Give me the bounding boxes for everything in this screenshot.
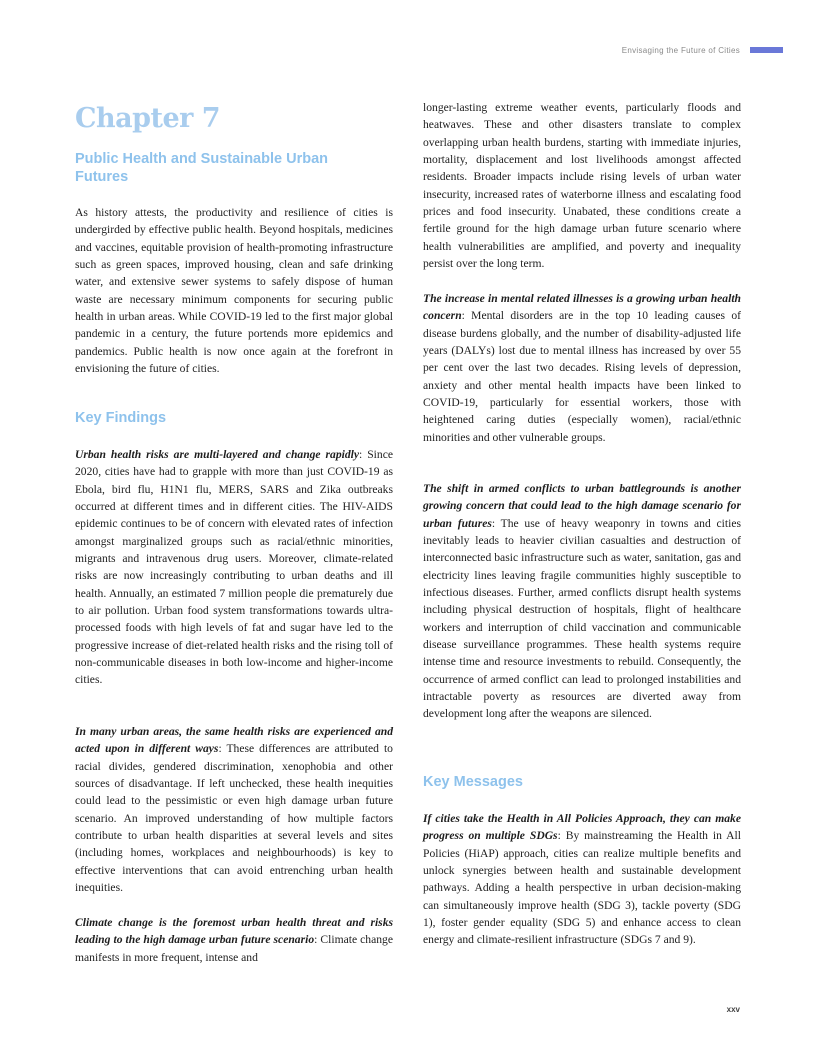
finding-paragraph-3-continued: longer-lasting extreme weather events, particularly floods and heatwaves. These and other disasters translate to complex overlapping urban health burdens, starting with immediate injuries, mortality, displacement and lost livelihoods amongst affected residents. Broader impacts include rising levels of urban water insecurity, increased rates of waterborne illness and escalating food prices and food insecurity. Unabated, these conditions create a fertile ground for the high damage urban future scenario where health vulnerabilities are amplified, and poverty and inequality persist over the long term. bbox=[423, 101, 741, 271]
finding-paragraph-3 bbox=[75, 914, 393, 966]
key-findings-heading: Key Findings bbox=[75, 410, 167, 426]
finding-paragraph-2 bbox=[75, 723, 393, 896]
finding-lead-3: Climate change is the foremost urban health threat and risks leading to the high damage urban future scenario bbox=[75, 916, 393, 947]
finding-lead-1: Urban health risks are multi-layered and change rapidly bbox=[75, 448, 360, 461]
finding-paragraph-4 bbox=[423, 290, 741, 446]
finding-text-2: : These differences are attributed to racial divides, gendered discrimination, xenophobia and other sources of disadvantage. If left unchecked, these health inequities could lead to the pessimistic or even high damage urban future scenario. An improved understanding of how multiple factors contribute to urban health disparities at several levels and sites (including homes, workplaces and neighbourhoods) is key to effective interventions that can avoid entrenching urban health inequities. bbox=[75, 742, 393, 895]
finding-text-4: : Mental disorders are in the top 10 leading causes of disease burdens globally, and the number of disability-adjusted life years (DALYs) lost due to mental illness has increased by over 55 per cent over the last two decades. Rising levels of depression, anxiety and other mental health impacts have been linked to COVID-19, particularly for essential workers, those with heightened caring duties (especially women), racial/ethnic minorities and other vulnerable groups. bbox=[423, 309, 741, 444]
header-accent-bar bbox=[750, 47, 783, 53]
finding-text-3: : Climate change manifests in more frequent, intense and bbox=[75, 933, 393, 964]
message-lead-1: If cities take the Health in All Policies Approach, they can make progress on multiple SDGs bbox=[423, 812, 741, 843]
finding-text-5: : The use of heavy weaponry in towns and cities inevitably leads to heavier civilian casualties and destruction of interconnected basic infrastructure such as water, sanitation, gas and electricity lines leaving fragile communities highly susceptible to infectious diseases. Further, armed conflicts disrupt health systems including physical destruction of hospitals, flight of healthcare workers and interruption of child vaccination and communicable disease surveillance programmes. These health systems require intense time and resource investments to rebuild. Consequently, the occurrence of armed conflict can lead to prolonged instabilities and intractable poverty as resources are diverted away from development long after the weapons are silenced. bbox=[423, 516, 741, 721]
message-paragraph-1 bbox=[423, 810, 741, 949]
chapter-title: Chapter 7 bbox=[75, 103, 221, 134]
page-number: xxv bbox=[726, 1005, 740, 1014]
key-messages-heading: Key Messages bbox=[423, 774, 523, 790]
intro-paragraph: As history attests, the productivity and resilience of cities is undergirded by effective public health. Beyond hospitals, medicines and vaccines, equitable provision of health-promoting infrastructure such as green spaces, improved housing, clean and safe drinking water, and extensive sewer systems to safely dispose of human waste are necessary minimum components for securing public health in urban areas. While COVID-19 led to the first major global pandemic in a century, the future portends more epidemics and pandemics. Public health is now once again at the forefront in envisioning the future of cities. bbox=[75, 206, 393, 376]
finding-lead-5: The shift in armed conflicts to urban battlegrounds is another growing concern that could lead to the high damage scenario for urban futures bbox=[423, 482, 741, 530]
finding-lead-2: In many urban areas, the same health risks are experienced and acted upon in different ways bbox=[75, 725, 393, 756]
finding-lead-4: The increase in mental related illnesses is a growing urban health concern bbox=[423, 292, 741, 323]
running-header: Envisaging the Future of Cities bbox=[621, 46, 740, 55]
chapter-subtitle: Public Health and Sustainable Urban Futures bbox=[75, 151, 328, 185]
finding-paragraph-5 bbox=[423, 480, 741, 723]
finding-paragraph-1 bbox=[75, 446, 393, 689]
message-text-1: : By mainstreaming the Health in All Policies (HiAP) approach, cities can realize multiple benefits and unlock synergies between health and sustainable development pathways. Adding a health perspective in urban decision-making can simultaneously improve health (SDG 3), tackle poverty (SDG 1), foster gender equality (SDG 5) and enhance access to clean energy and climate-resilient infrastructure (SDGs 7 and 9). bbox=[423, 829, 741, 947]
finding-text-1: : Since 2020, cities have had to grapple with more than just COVID-19 as Ebola, bird flu, H1N1 flu, MERS, SARS and Zika outbreaks occurred at different times and in different cities. The HIV-AIDS epidemic continues to be of concern with elevated rates of infection amongst marginalized groups such as racial/ethnic minorities, migrants and intravenous drug users. Moreover, climate-related risks are now increasingly contributing to urban deaths and ill health. Annually, an estimated 7 million people die prematurely due to air pollution. Urban food system transformations towards ultra-processed foods with high levels of fat and sugar have led to the progressive increase of diet-related health risks and the rising toll of non-communicable diseases in both low-income and higher-income cities. bbox=[75, 448, 393, 687]
